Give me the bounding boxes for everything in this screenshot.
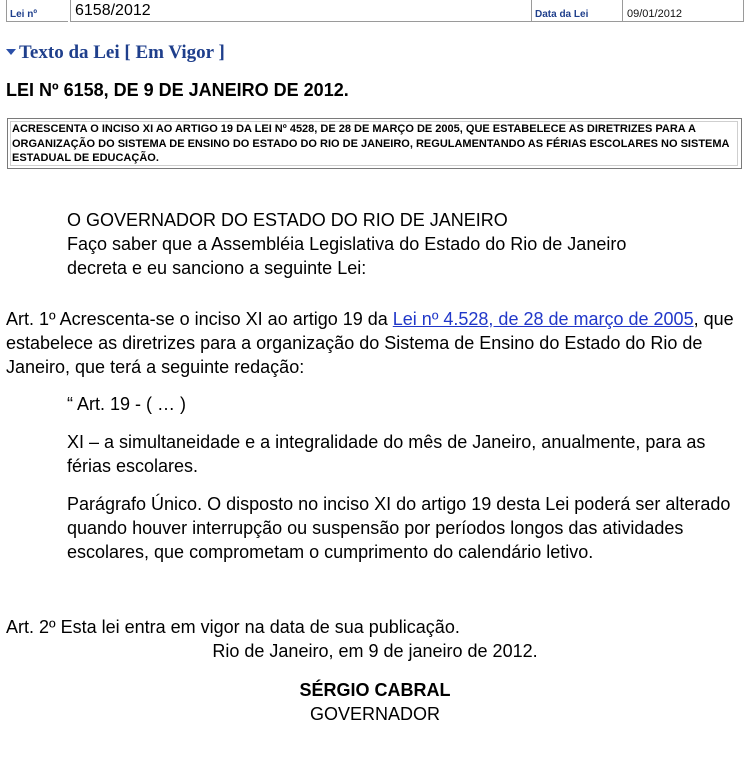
preamble-line-2: Faço saber que a Assembléia Legislativa do Estado do Rio de Janeiro — [67, 234, 627, 254]
article-2: Art. 2º Esta lei entra em vigor na data de sua publicação. — [6, 617, 460, 637]
signatory-name: SÉRGIO CABRAL — [299, 680, 451, 700]
article-1 — [6, 307, 741, 379]
law-title: LEI Nº 6158, DE 9 DE JANEIRO DE 2012. — [6, 80, 349, 100]
preamble — [67, 208, 737, 280]
lei-number-value: 6158/2012 — [70, 0, 532, 22]
article-1-suffix: , que estabelece as diretrizes para a organização do Sistema de Ensino do Estado do Rio de Janeiro, que terá a seguinte redação: — [6, 309, 734, 377]
section-title: Texto da Lei [ Em Vigor ] — [19, 42, 225, 63]
article-1-prefix: Art. 1º Acrescenta-se o inciso XI ao artigo 19 da — [6, 309, 393, 329]
law-summary-text: ACRESCENTA O INCISO XI AO ARTIGO 19 DA LEI Nº 4528, DE 28 DE MARÇO DE 2005, QUE ESTABELECE AS DIRETRIZES PARA A ORGANIZAÇÃO DO SISTEMA DE ENSINO DO ESTADO DO RIO DE JANEIRO, REGULAMENTANDO AS FÉRIAS ESCOLARES NO SISTEMA ESTADUAL DE EDUCAÇÃO. — [10, 121, 738, 166]
paragrafo-unico: Parágrafo Único. O disposto no inciso XI do artigo 19 desta Lei poderá ser alterado quando houver interrupção ou suspensão por períodos longos das atividades escolares, que comprometam o cumprimento do calendário letivo. — [67, 494, 731, 562]
preamble-governor: O GOVERNADOR DO ESTADO DO RIO DE JANEIRO — [67, 210, 508, 230]
inciso-xi: XI – a simultaneidade e a integralidade do mês de Janeiro, anualmente, para as férias escolares. — [67, 432, 706, 476]
law-date-label: Data da Lei — [532, 0, 622, 22]
law-date-value: 09/01/2012 — [622, 0, 744, 22]
section-toggle-law-text[interactable] — [6, 42, 225, 64]
signatory-role: GOVERNADOR — [309, 704, 441, 724]
law-summary-box — [7, 118, 742, 169]
law-header-row — [0, 0, 750, 24]
article-19-quote-start: “ Art. 19 - ( … ) — [67, 394, 187, 414]
law-4528-link[interactable]: Lei nº 4.528, de 28 de março de 2005 — [392, 309, 694, 329]
lei-number-label: Lei nº — [6, 0, 68, 22]
place-and-date: Rio de Janeiro, em 9 de janeiro de 2012. — [212, 641, 538, 661]
preamble-line-3: decreta e eu sanciono a seguinte Lei: — [67, 258, 367, 278]
triangle-down-icon[interactable] — [6, 49, 16, 55]
